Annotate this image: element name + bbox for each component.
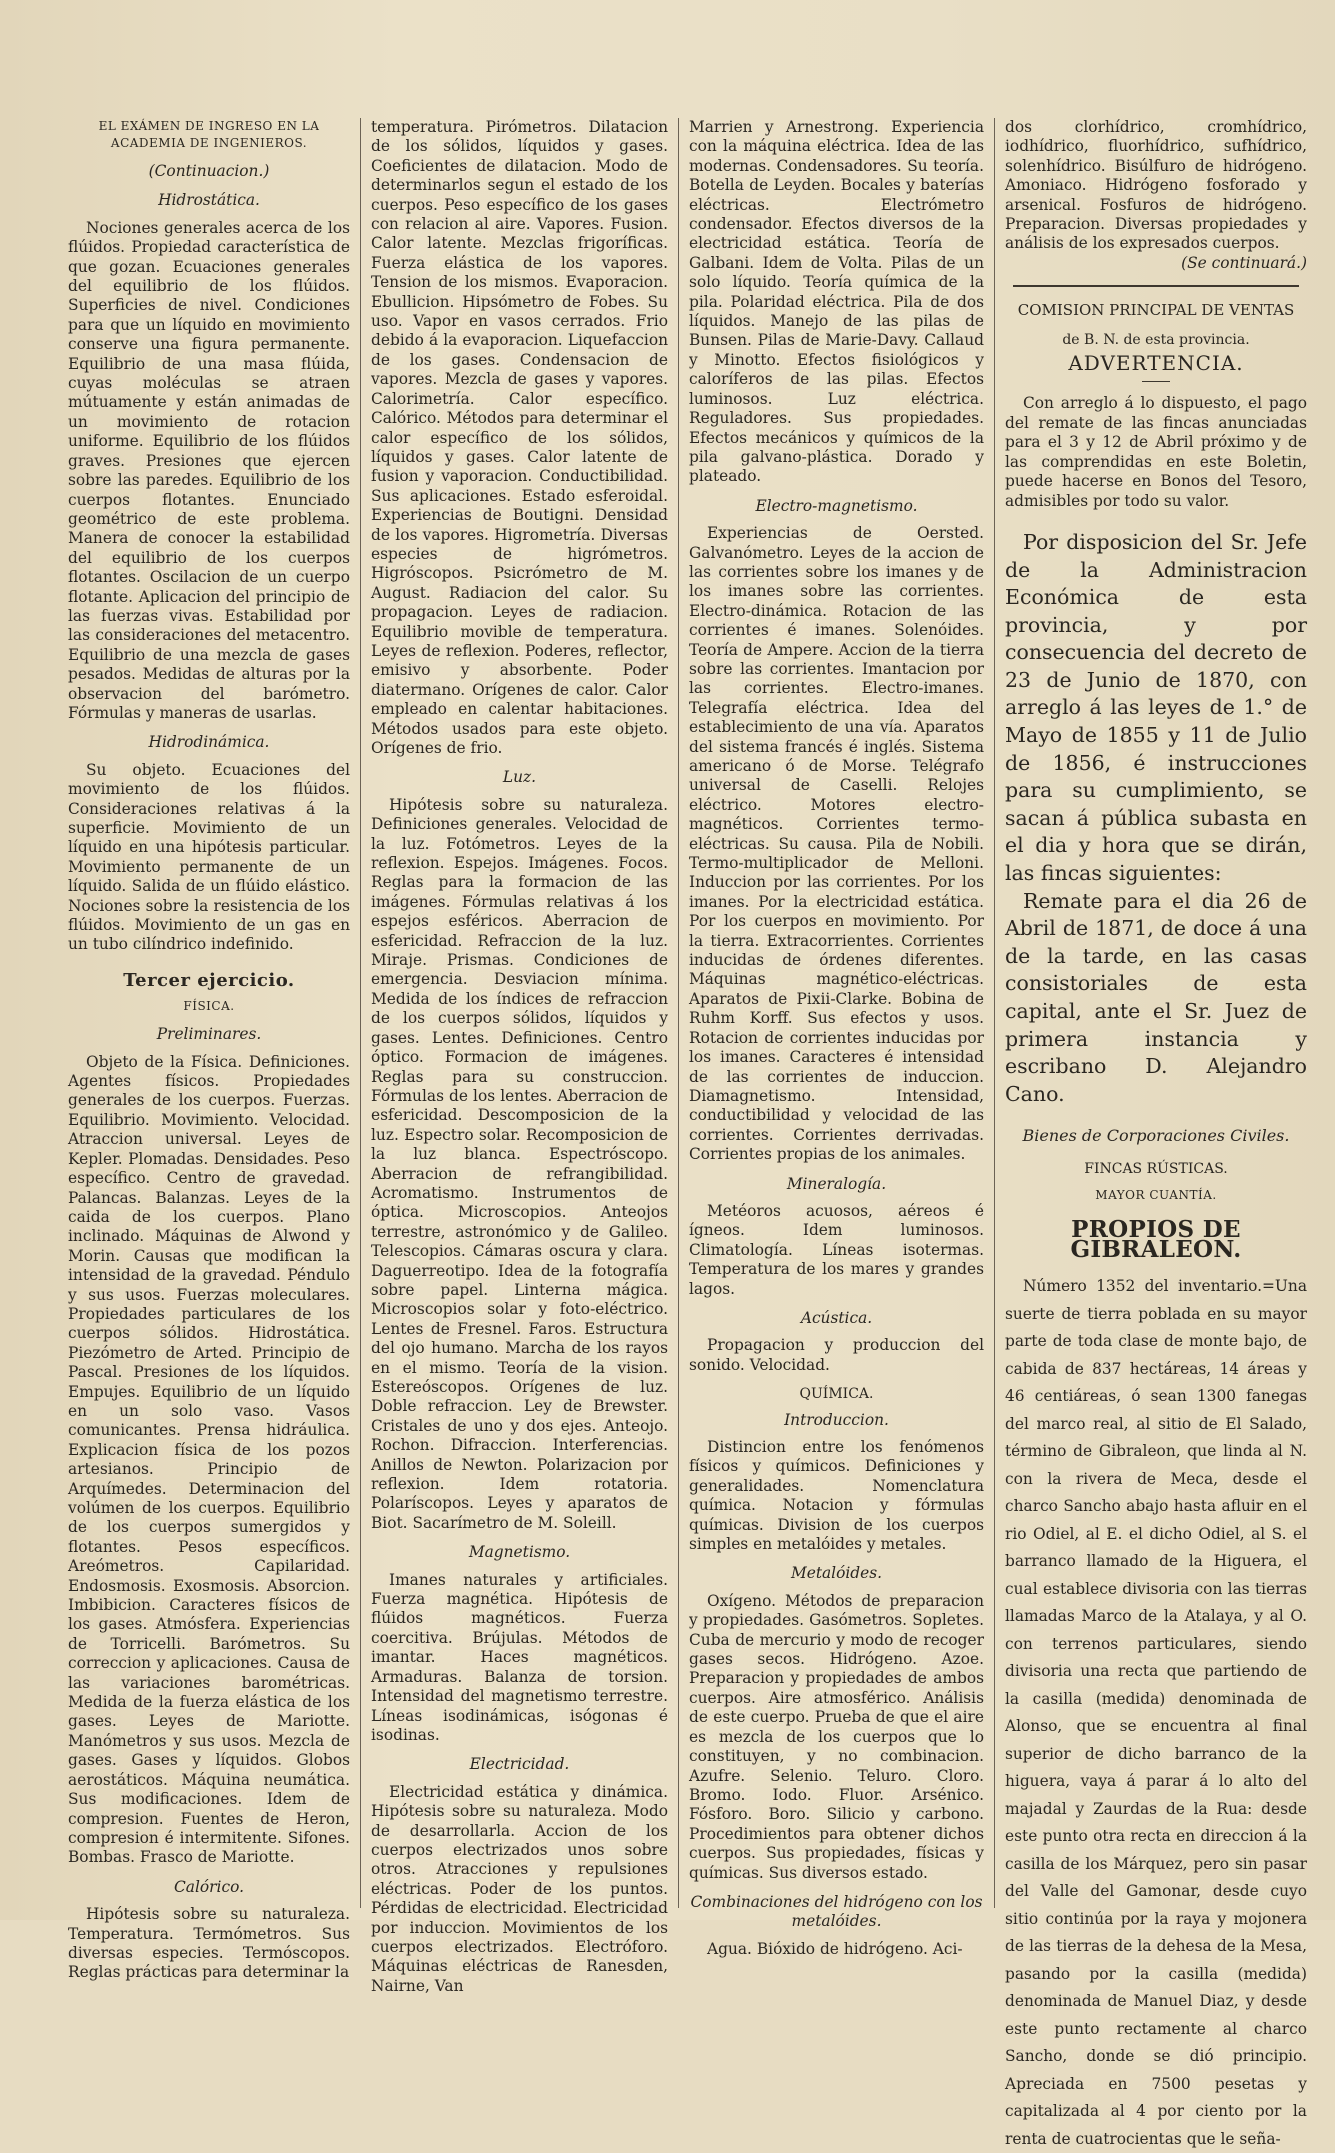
subject-heading-fisica: FÍSICA. [183, 999, 235, 1014]
section-heading-mineralogia: Mineralogía. [786, 1174, 887, 1193]
paragraph-mineralogia: Metéoros acuosos, aéreos é ígneos. Idem luminosos. Climatología. Líneas isotermas. Temperatura de los mares y grandes lagos. [689, 1201, 984, 1298]
column-4 [994, 118, 1317, 2148]
section-heading-hidrodinamica: Hidrodinámica. [148, 733, 270, 752]
section-heading-metaloides: Metalóides. [790, 1564, 883, 1583]
paragraph-hidrostatica: Nociones generales acerca de los flúidos. Propiedad característica de que gozan. Ecuaciones generales del equilibrio de los flúidos. Superficies de nivel. Condiciones para que un líquido en movimiento conserve una figura permanente. Equilibrio de una masa flúida, cuyas moléculas se atraen mútuamente y están animadas de un movimiento de rotacion uniforme. Equilibrio de los flúidos graves. Presiones que ejercen sobre las paredes. Equilibrio de los cuerpos flotantes. Enunciado geométrico de este problema. Manera de conocer la estabilidad del equilibrio de los cuerpos flotantes. Oscilacion de un cuerpo flotante. Aplicacion del principio de las fuerzas vivas. Estabilidad por las consideraciones del metacentro. Equilibrio de una mezcla de gases pesados. Medidas de alturas por la observacion del barómetro. Fórmulas y maneras de usarlas. [68, 218, 350, 722]
section-heading-hidrostatica: Hidrostática. [158, 191, 260, 210]
column-3 [678, 118, 994, 1958]
paragraph-combinaciones: Agua. Bióxido de hidrógeno. Aci- [707, 1939, 963, 1958]
paragraph-electricidad: Electricidad estática y dinámica. Hipótesis sobre su naturaleza. Modo de desarrollarla. Accion de los cuerpos electrizados unos sobre otros. Atracciones y repulsiones eléctricas. Poder de los puntos. Pérdidas de electricidad. Electricidad por induccion. Movimientos de los cuerpos electrizados. Electróforo. Máquinas eléctricas de Ranesden, Nairne, Van [371, 1782, 668, 1995]
section-heading-magnetismo: Magnetismo. [468, 1543, 571, 1562]
continuation-label: (Continuacion.) [148, 162, 270, 180]
section-heading-preliminares: Preliminares. [156, 1025, 262, 1044]
section-heading-combinaciones: Combinaciones del hidrógeno con los metalóides. [690, 1892, 983, 1931]
paragraph-acustica: Propagacion y produccion del sonido. Velocidad. [689, 1336, 984, 1374]
property-description: Número 1352 del inventario.=Una suerte de tierra poblada en su mayor parte de toda clase de monte bajo, de cabida de 837 hectáreas, 14 áreas y 46 centiáreas, ó sean 1300 fanegas del marco real, al sitio de El Salado, término de Gibraleon, que linda al N. con la rivera de Meca, desde el charco Sancho abajo hasta afluir en el rio Odiel, al E. el dicho Odiel, al S. el barranco llamado de la Higuera, el cual establece divisoria con las tierras llamadas Marco de la Atalaya, y al O. con terrenos particulares, siendo divisoria una recta que partiendo de la casilla (medida) denominada de Alonso, que se encuentra al final superior de dicho barranco de la higuera, vaya á parar á lo alto del majadal y Zaurdas de la Rua: desde este punto otra recta en direccion á la casilla de los Márquez, pero sin pasar del Valle del Gamonar, desde cuyo sitio continúa por la raya y mojonera de las tierras de la dehesa de la Mesa, pasando por la casilla (medida) denominada de Manuel Diaz, y desde este punto rectamente al charco Sancho, donde se dió principio. Apreciada en 7500 pesetas y capitalizada al 4 por ciento por la renta de cuatrocientas que le seña- [1005, 1277, 1307, 2148]
exercise-heading: Tercer ejercicio. [123, 969, 295, 991]
paragraph-introduccion: Distincion entre los fenómenos físicos y químicos. Definiciones y generalidades. Nomenclatura química. Notacion y fórmulas químicas. Division de los cuerpos simples en metalóides y metales. [689, 1438, 984, 1554]
section-heading-introduccion: Introduccion. [784, 1410, 889, 1429]
paragraph-magnetismo: Imanes naturales y artificiales. Fuerza magnética. Hipótesis de flúidos magnéticos. Fuerza coercitiva. Brújulas. Métodos de imantar. Haces magnéticos. Armaduras. Balanza de torsion. Intensidad del magnetismo terrestre. Líneas isodinámicas, isógonas é isodinas. [371, 1570, 668, 1744]
section-divider [1013, 285, 1299, 287]
section-heading-electricidad: Electricidad. [469, 1755, 570, 1774]
property-owner-heading: PROPIOS DE GIBRALEON. [1070, 1216, 1242, 1263]
section-heading-calorico: Calórico. [174, 1877, 244, 1896]
commission-heading: COMISION PRINCIPAL DE VENTAS [1017, 301, 1295, 320]
columns [58, 118, 1317, 2148]
short-divider [1142, 381, 1170, 382]
paragraph-metaloides: Oxígeno. Métodos de preparacion y propiedades. Gasómetros. Sopletes. Cuba de mercurio y modo de recoger gases secos. Hidrógeno. Azoe. Preparacion y propiedades de ambos cuerpos. Aire atmosférico. Análisis de este cuerpo. Prueba de que el aire es mezcla de los cuerpos que lo constituyen, y no combinacion. Azufre. Selenio. Teluro. Cloro. Bromo. Iodo. Fluor. Arsénico. Fósforo. Boro. Silicio y carbono. Procedimientos para obtener dichos cuerpos. Sus propiedades, físicas y químicas. Sus diversos estado. [689, 1591, 984, 1882]
notice-heading: ADVERTENCIA. [1068, 351, 1244, 376]
article-title: EL EXÁMEN DE INGRESO EN LA ACADEMIA DE INGENIEROS. [98, 119, 320, 150]
paragraph-calorico-continued: temperatura. Pirómetros. Dilatacion de los sólidos, líquidos y gases. Coeficientes de dilatacion. Modo de determinarlos segun el estado de los cuerpos. Peso específico de los gases con relacion al aire. Vapores. Fusion. Calor latente. Mezclas frigoríficas. Fuerza elástica de los vapores. Tension de los mismos. Evaporacion. Ebullicion. Hipsómetro de Fobes. Su uso. Vapor en vasos cerrados. Frio debido á la evaporacion. Liquefaccion de los gases. Condensacion de vapores. Mezcla de gases y vapores. Calorimetría. Calor específico. Calórico. Métodos para determinar el calor específico de los sólidos, líquidos y gases. Calor latente de fusion y vaporacion. Conductibilidad. Sus aplicaciones. Estado esferoidal. Experiencias de Boutigni. Densidad de los vapores. Higrometría. Diversas especies de higrómetros. Higróscopos. Psicrómetro de M. August. Radiacion del calor. Su propagacion. Leyes de radiacion. Equilibrio movible de temperatura. Leyes de reflexion. Poderes, reflector, emisivo y absorbente. Poder diatermano. Orígenes de calor. Calor empleado en calentar habitaciones. Métodos usados para este objeto. Orígenes de frio. [371, 118, 668, 757]
property-class: MAYOR CUANTÍA. [1095, 1188, 1217, 1203]
section-heading-electromagnetismo: Electro-magnetismo. [755, 496, 918, 515]
subject-heading-quimica: QUÍMICA. [799, 1386, 874, 1403]
property-category: Bienes de Corporaciones Civiles. [1022, 1126, 1290, 1146]
disposition-paragraph: Por disposicion del Sr. Jefe de la Administracion Económica de esta provincia, y por consecuencia del decreto de 23 de Junio de 1870, con arreglo á las leyes de 1.° de Mayo de 1855 y 11 de Julio de 1856, é instrucciones para su cumplimiento, se sacan á pública subasta en el dia y hora que se dirán, las fincas siguientes: [1005, 529, 1307, 886]
auction-paragraph: Remate para el dia 26 de Abril de 1871, de doce á una de la tarde, en las casas consistoriales de esta capital, ante el Sr. Juez de primera instancia y escribano D. Alejandro Cano. [1005, 888, 1307, 1106]
section-heading-luz: Luz. [502, 768, 537, 787]
property-type: FINCAS RÚSTICAS. [1084, 1160, 1228, 1177]
paragraph-electromagnetismo: Experiencias de Oersted. Galvanómetro. Leyes de la accion de las corrientes sobre los imanes y de los imanes sobre las corrientes. Electro-dinámica. Rotacion de las corrientes é imanes. Solenóides. Teoría de Ampere. Accion de la tierra sobre las corrientes. Imantacion por las corrientes. Electro-imanes. Telegrafía eléctrica. Idea del establecimiento de una vía. Aparatos del sistema francés é inglés. Sistema americano ó de Morse. Telégrafo universal de Caselli. Relojes eléctrico. Motores electro-magnéticos. Corrientes termo-eléctricas. Su causa. Pila de Nobili. Termo-multiplicador de Melloni. Induccion por las corrientes. Por los imanes. Por la electricidad estática. Por los cuerpos en movimiento. Por la tierra. Extracorrientes. Corrientes inducidas de órdenes diferentes. Máquinas magnético-eléctricas. Aparatos de Pixii-Clarke. Bobina de Ruhm Korff. Sus efectos y usos. Rotacion de corrientes inducidas por los imanes. Caracteres é intensidad de las corrientes de induccion. Diamagnetismo. Intensidad, conductibilidad y velocidad de las corrientes. Corrientes derrivadas. Corrientes propias de los animales. [689, 524, 984, 1164]
paragraph-calorico: Hipótesis sobre su naturaleza. Temperatura. Termómetros. Sus diversas especies. Termóscopos. Reglas prácticas para determinar la [68, 1905, 350, 1982]
notice-paragraph: Con arreglo á lo dispuesto, el pago del remate de las fincas anunciadas para el 3 y 12 de Abril próximo y de las comprendidas en este Boletin, puede hacerse en Bonos del Tesoro, admisibles por todo su valor. [1005, 394, 1307, 510]
section-heading-acustica: Acústica. [800, 1308, 873, 1327]
commission-subheading: de B. N. de esta provincia. [1062, 331, 1250, 348]
to-be-continued: (Se continuará.) [1181, 253, 1307, 272]
paragraph-combinaciones-continued: dos clorhídrico, cromhídrico, iodhídrico, fluorhídrico, sufhídrico, solenhídrico. Bisúlfuro de hidrógeno. Amoniaco. Hidrógeno fosforado y arsenical. Fosfuros de hidrógeno. Preparacion. Diversas propiedades y análisis de los expresados cuerpos. [1005, 118, 1307, 253]
paragraph-electricidad-continued: Marrien y Arnestrong. Experiencia con la máquina eléctrica. Idea de las modernas. Condensadores. Su teoría. Botella de Leyden. Bocales y baterías eléctricas. Electrómetro condensador. Efectos diversos de la electricidad estática. Teoría de Galbani. Idem de Volta. Pilas de un solo líquido. Teoría química de la pila. Polaridad eléctrica. Pila de dos líquidos. Manejo de las pilas de Bunsen. Pilas de Marie-Davy. Callaud y Minotto. Efectos fisiológicos y caloríferos de las pilas. Efectos luminosos. Luz eléctrica. Reguladores. Sus propiedades. Efectos mecánicos y químicos de la pila galvano-plástica. Dorado y plateado. [689, 118, 984, 486]
paragraph-preliminares: Objeto de la Física. Definiciones. Agentes físicos. Propiedades generales de los cuerpos. Fuerzas. Equilibrio. Movimiento. Velocidad. Atraccion universal. Leyes de Kepler. Plomadas. Densidades. Peso específico. Centro de gravedad. Palancas. Balanzas. Leyes de la caida de los cuerpos. Plano inclinado. Máquinas de Alwond y Morin. Causas que modifican la intensidad de la gravedad. Péndulo y sus usos. Fuerzas moleculares. Propiedades particulares de los cuerpos sólidos. Hidrostática. Piezómetro de Arted. Principio de Pascal. Presiones de los líquidos. Empujes. Equilibrio de un líquido en un solo vaso. Vasos comunicantes. Prensa hidráulica. Explicacion física de los pozos artesianos. Principio de Arquímedes. Determinacion del volúmen de los cuerpos. Equilibrio de los cuerpos sumergidos y flotantes. Pesos específicos. Areómetros. Capilaridad. Endosmosis. Exosmosis. Absorcion. Imbibicion. Caracteres físicos de los gases. Atmósfera. Experiencias de Torricelli. Barómetros. Su correccion y aplicaciones. Causa de las variaciones barométricas. Medida de la fuerza elástica de los gases. Leyes de Mariotte. Manómetros y sus usos. Mezcla de gases. Gases y líquidos. Globos aerostáticos. Máquina neumática. Sus modificaciones. Idem de compresion. Fuentes de Heron, compresion é intermitente. Sifones. Bombas. Frasco de Mariotte. [68, 1052, 350, 1867]
paragraph-luz: Hipótesis sobre su naturaleza. Definiciones generales. Velocidad de la luz. Fotómetros. Leyes de la reflexion. Espejos. Imágenes. Focos. Reglas para la formacion de las imágenes. Fórmulas relativas á los espejos esféricos. Aberracion de esfericidad. Refraccion de la luz. Miraje. Prismas. Condiciones de emergencia. Desviacion mínima. Medida de los índices de refraccion de los cuerpos sólidos, líquidos y gases. Lentes. Definiciones. Centro óptico. Formacion de imágenes. Reglas para su construccion. Fórmulas de los lentes. Aberracion de esfericidad. Descomposicion de la luz. Espectro solar. Recomposicion de la luz blanca. Espectróscopo. Aberracion de refrangibilidad. Acromatismo. Instrumentos de óptica. Microscopios. Anteojos terrestre, astronómico y de Galileo. Telescopios. Cámaras oscura y clara. Daguerreotipo. Idea de la fotografía sobre papel. Linterna mágica. Microscopios solar y foto-eléctrico. Lentes de Fresnel. Faros. Estructura del ojo humano. Marcha de los rayos en el mismo. Teoría de la vision. Estereóscopos. Orígenes de luz. Doble refraccion. Ley de Brewster. Cristales de uno y dos ejes. Anteojo. Rochon. Difraccion. Interferencias. Anillos de Newton. Polarizacion por reflexion. Idem rotatoria. Polaríscopos. Leyes y aparatos de Biot. Sacarímetro de M. Soleill. [371, 795, 668, 1532]
paragraph-hidrodinamica: Su objeto. Ecuaciones del movimiento de los flúidos. Consideraciones relativas á la superficie. Movimiento de un líquido en una hipótesis particular. Movimiento permanente de un líquido. Salida de un flúido elástico. Nociones sobre la resistencia de los flúidos. Movimiento de un gas en un tubo cilíndrico indefinido. [68, 760, 350, 954]
column-1 [58, 118, 360, 1982]
column-2 [360, 118, 678, 1995]
